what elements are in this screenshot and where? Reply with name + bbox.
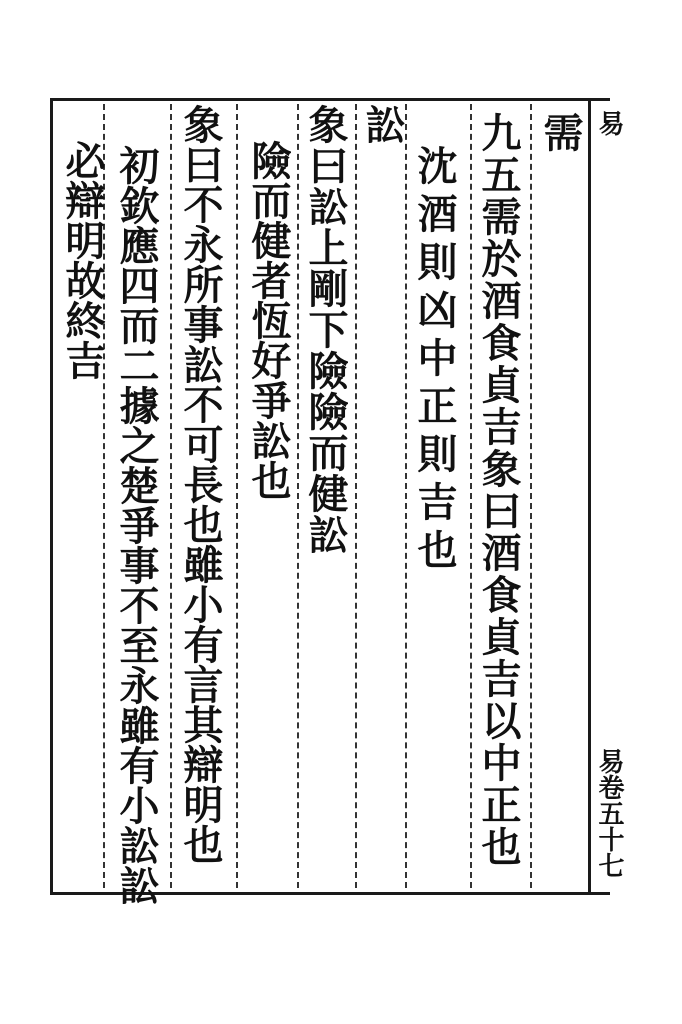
text-column-5: 險而健者恆好爭訟也 [245,140,292,500]
gutter-border-line [588,98,591,893]
text-column-6: 象曰不永所事訟不可長也雖小有言其辯明也 [177,104,224,864]
column-guide [170,104,172,888]
text-column-1: 九五需於酒食貞吉象曰酒食貞吉以中正也 [475,112,522,868]
margin-note: 需 [537,112,584,156]
gutter-top-mark: 易 [594,110,624,136]
left-border-line [50,98,53,893]
column-guide [470,104,472,888]
column-guide [405,104,407,888]
column-guide [297,104,299,888]
top-border-line [50,98,610,101]
column-guide [530,104,532,888]
text-column-4: 象曰訟上剛下險險而健訟 [302,104,349,555]
text-column-3: 訟 [359,104,406,148]
text-column-8: 必辯明故終吉 [59,140,106,380]
column-guide [236,104,238,888]
text-column-7: 初欽應四而二據之楚爭事不至永雖有小訟訟 [113,145,160,905]
column-guide [355,104,357,888]
text-column-2: 沈酒則凶中正則吉也 [411,145,458,577]
gutter-bottom-mark: 易卷五十七 [594,748,624,878]
